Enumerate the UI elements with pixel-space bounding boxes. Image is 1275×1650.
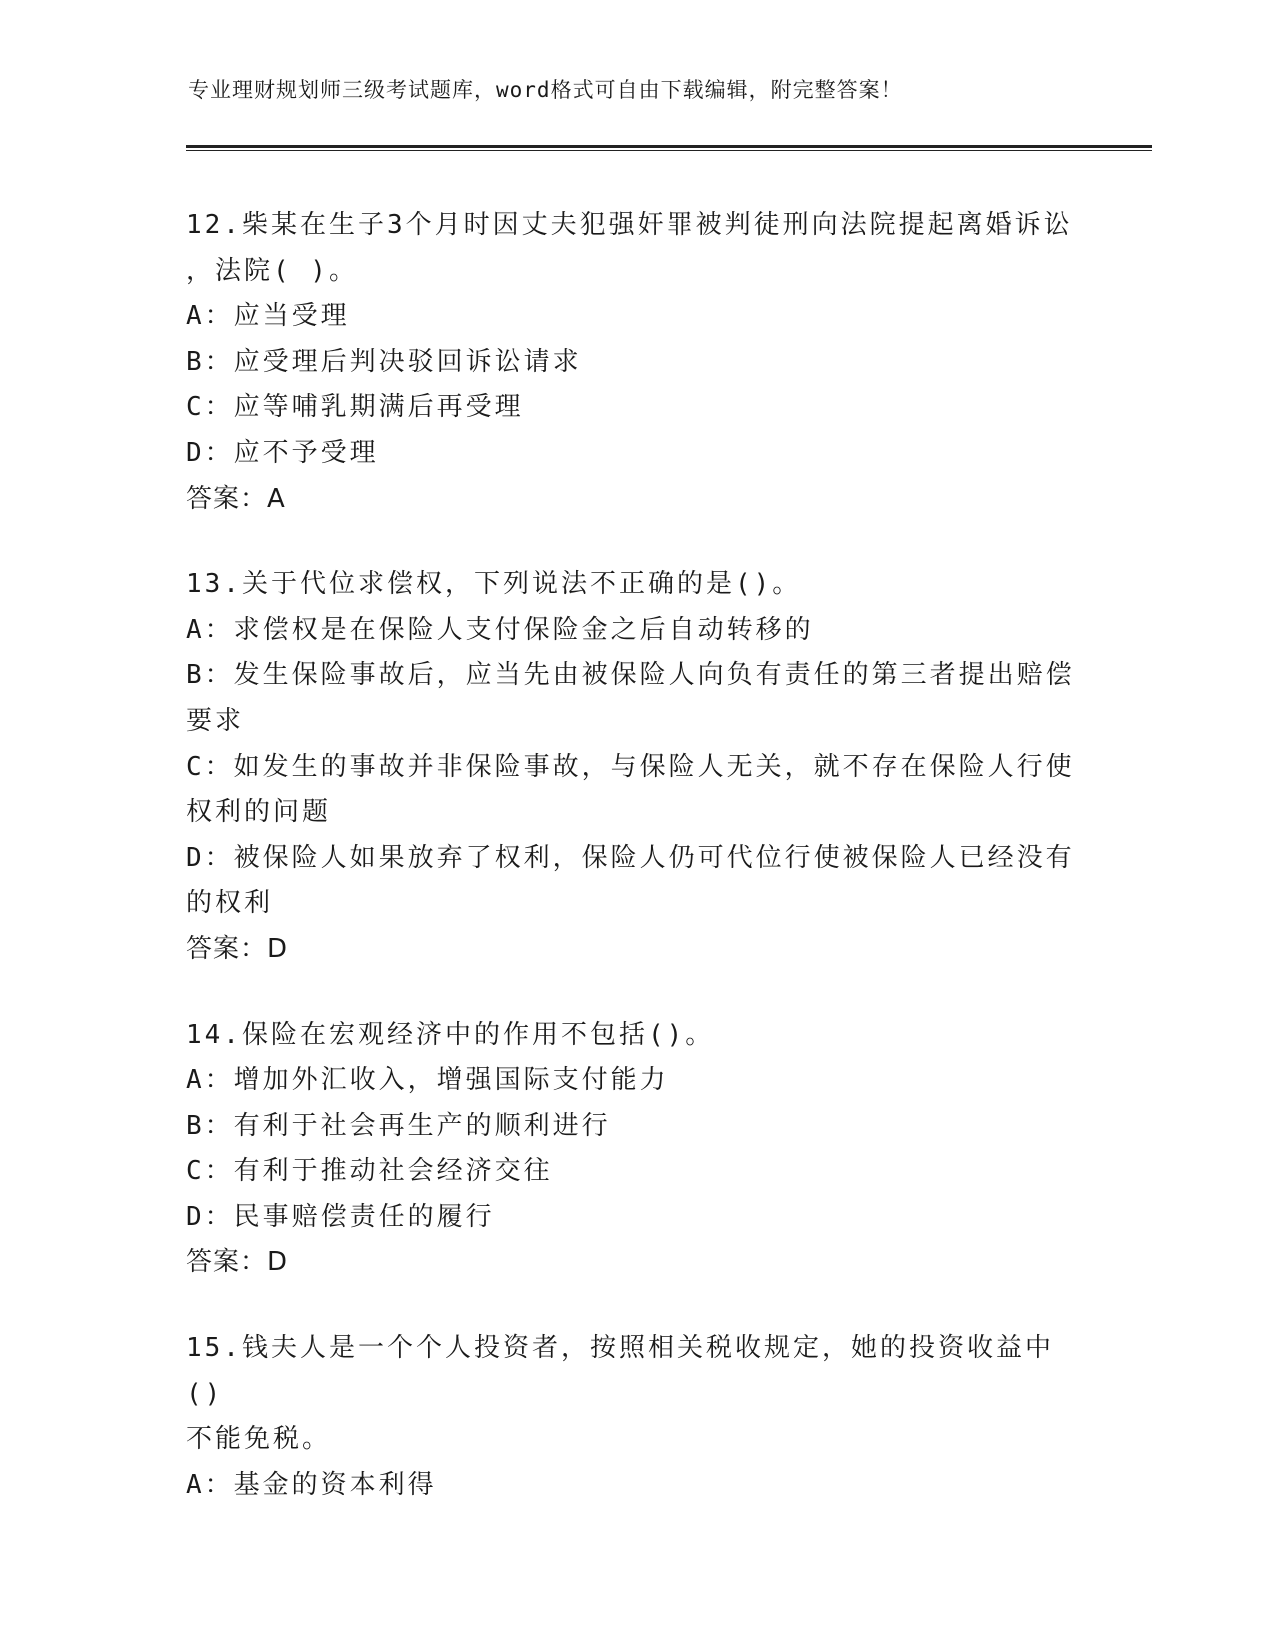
answer: 答案：D: [186, 933, 289, 964]
option-b-cont: 要求: [186, 705, 245, 736]
option-d: D：应不予受理: [186, 437, 379, 468]
option-c: C：如发生的事故并非保险事故，与保险人无关，就不存在保险人行使: [186, 751, 1075, 782]
option-a: A：应当受理: [186, 301, 350, 332]
option-c: C：有利于推动社会经济交往: [186, 1156, 553, 1187]
header-rule-thick: [186, 145, 1152, 148]
option-d: D：被保险人如果放弃了权利，保险人仍可代位行使被保险人已经没有: [186, 842, 1075, 873]
question-stem: 不能免税。: [186, 1424, 332, 1455]
option-c: C：应等哺乳期满后再受理: [186, 392, 524, 423]
question-15: [186, 1326, 1086, 1508]
option-b: B：有利于社会再生产的顺利进行: [186, 1110, 611, 1141]
option-b: B：发生保险事故后，应当先由被保险人向负有责任的第三者提出赔偿: [186, 660, 1075, 691]
question-stem: 15.钱夫人是一个个人投资者，按照相关税收规定，她的投资收益中(): [186, 1333, 1054, 1409]
page-header: 专业理财规划师三级考试题库，word格式可自由下载编辑，附完整答案！: [188, 78, 903, 102]
question-stem: ，法院( )。: [186, 255, 358, 286]
answer: 答案：A: [186, 483, 286, 514]
question-stem: 13.关于代位求偿权，下列说法不正确的是()。: [186, 569, 802, 600]
option-a: A：基金的资本利得: [186, 1469, 437, 1500]
option-b: B：应受理后判决驳回诉讼请求: [186, 346, 582, 377]
question-list: [186, 203, 1086, 1548]
answer: 答案：D: [186, 1247, 289, 1278]
question-12: [186, 203, 1086, 522]
option-a: A：求偿权是在保险人支付保险金之后自动转移的: [186, 614, 814, 645]
option-a: A：增加外汇收入，增强国际支付能力: [186, 1065, 669, 1096]
option-d: D：民事赔偿责任的履行: [186, 1201, 495, 1232]
option-d-cont: 的权利: [186, 888, 274, 919]
header-rule-thin: [186, 150, 1152, 151]
option-c-cont: 权利的问题: [186, 797, 332, 828]
question-13: [186, 562, 1086, 972]
question-14: [186, 1013, 1086, 1287]
question-stem: 14.保险在宏观经济中的作用不包括()。: [186, 1019, 715, 1050]
question-stem: 12.柴某在生子3个月时因丈夫犯强奸罪被判徒刑向法院提起离婚诉讼: [186, 210, 1073, 240]
